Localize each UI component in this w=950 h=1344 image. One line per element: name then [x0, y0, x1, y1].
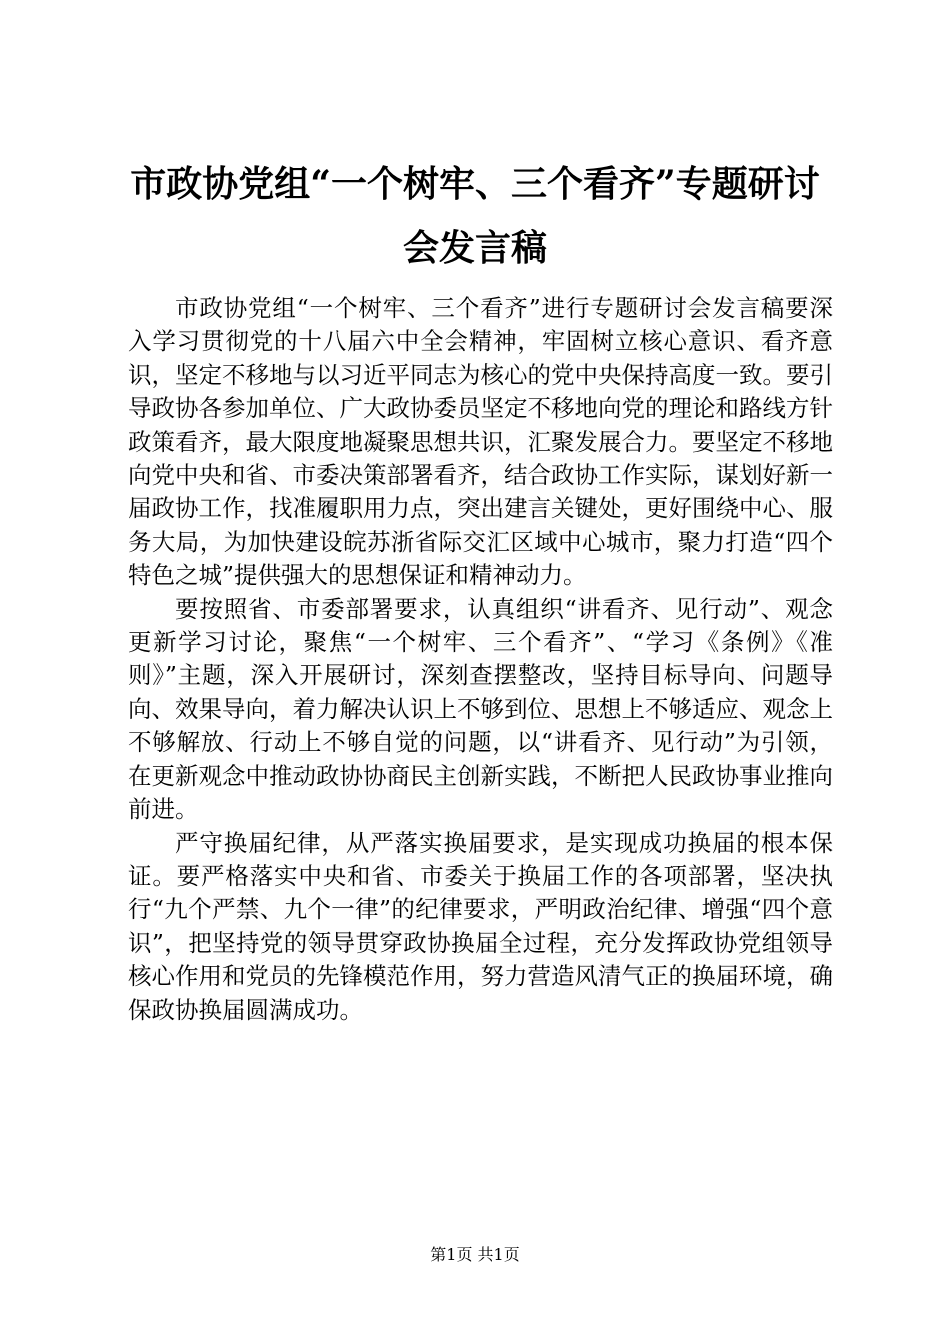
- paragraph-3: 严守换届纪律，从严落实换届要求，是实现成功换届的根本保证。要严格落实中央和省、市委关于换届工作的各项部署，坚决执行“九个严禁、九个一律”的纪律要求，严明政治纪律、增强“四个意识”，把坚持党的领导贯穿政协换届全过程，充分发挥政协党组领导核心作用和党员的先锋模范作用，努力营造风清气正的换届环境，确保政协换届圆满成功。: [128, 828, 833, 1024]
- document-body: [128, 292, 833, 1027]
- document-title-line-1: 市政协党组“一个树牢、三个看齐”专题研讨: [130, 163, 820, 205]
- page-footer: 第1页 共1页: [430, 1245, 520, 1264]
- document-title-line-2: 会发言稿: [402, 227, 547, 269]
- paragraph-1: 市政协党组“一个树牢、三个看齐”进行专题研讨会发言稿要深入学习贯彻党的十八届六中全会精神，牢固树立核心意识、看齐意识，坚定不移地与以习近平同志为核心的党中央保持高度一致。要引导政协各参加单位、广大政协委员坚定不移地向党的理论和路线方针政策看齐，最大限度地凝聚思想共识，汇聚发展合力。要坚定不移地向党中央和省、市委决策部署看齐，结合政协工作实际，谋划好新一届政协工作，找准履职用力点，突出建言关键处，更好围绕中心、服务大局，为加快建设皖苏浙省际交汇区域中心城市，聚力打造“四个特色之城”提供强大的思想保证和精神动力。: [128, 294, 833, 590]
- paragraph-2: 要按照省、市委部署要求，认真组织“讲看齐、见行动”、观念更新学习讨论，聚焦“一个树牢、三个看齐”、“学习《条例》《准则》”主题，深入开展研讨，深刻查摆整改，坚持目标导向、问题导向、效果导向，着力解决认识上不够到位、思想上不够适应、观念上不够解放、行动上不够自觉的问题，以“讲看齐、见行动”为引领，在更新观念中推动政协协商民主创新实践，不断把人民政协事业推向前进。: [128, 594, 833, 824]
